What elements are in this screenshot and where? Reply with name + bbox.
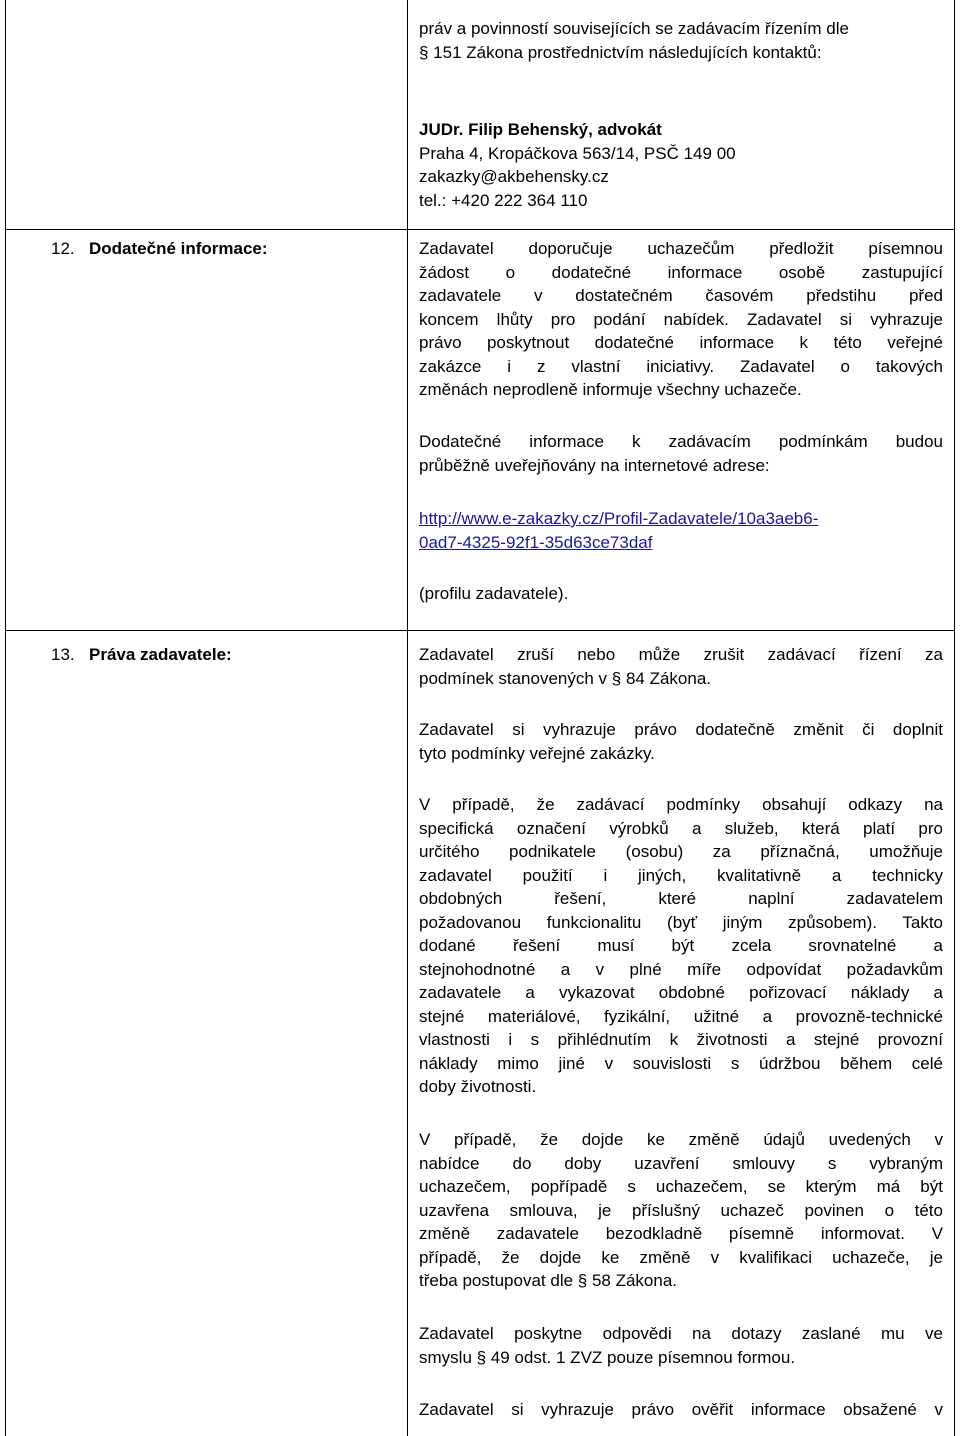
paragraph-line: doby životnosti. xyxy=(419,1077,537,1096)
paragraph-line: specifická označení výrobků a služeb, která platí pro xyxy=(419,818,943,838)
paragraph-line: právo poskytnout dodatečné informace k této veřejné xyxy=(419,333,943,352)
paragraph-line: smyslu § 49 odst. 1 ZVZ pouze písemnou formou. xyxy=(419,1347,796,1367)
profile-link[interactable] xyxy=(419,507,943,554)
profile-link-line[interactable]: 0ad7-4325-92f1-35d63ce73daf xyxy=(419,532,653,552)
paragraph-line: uchazečem, popřípadě s uchazečem, se kterým má být xyxy=(419,1177,943,1196)
section12-paragraph-2 xyxy=(419,430,943,477)
paragraph-line: zadavatele v dostatečném časovém předstihu před xyxy=(419,286,943,305)
paragraph-line: stejné materiálové, fyzikální, užitné a provozně-technické xyxy=(419,1006,943,1026)
contact-name: JUDr. Filip Behenský, advokát xyxy=(419,120,662,139)
profile-link-line[interactable]: http://www.e-zakazky.cz/Profil-Zadavatele/10a3aeb6- xyxy=(419,509,819,528)
paragraph-line: průběžně uveřejňovány na internetové adrese: xyxy=(419,455,770,475)
paragraph-line: určitého podnikatele (osobu) za příznačná, umožňuje xyxy=(419,842,943,861)
paragraph-line: nabídce do doby uzavření smlouvy s vybraným xyxy=(419,1153,943,1173)
paragraph-line: požadovanou funkcionalitu (byť jiným způsobem). Takto xyxy=(419,912,943,932)
section13-paragraph-4 xyxy=(419,1128,943,1293)
section-number: 12. xyxy=(51,239,75,258)
intro-line: práv a povinností souvisejících se zadávacím řízením dle xyxy=(419,19,849,38)
paragraph-line: koncem lhůty pro podání nabídek. Zadavatel si vyhrazuje xyxy=(419,309,943,329)
contact-address: Praha 4, Kropáčkova 563/14, PSČ 149 00 xyxy=(419,143,736,163)
section-number: 13. xyxy=(51,645,75,664)
paragraph-line: změnách neprodleně informuje všechny uchazeče. xyxy=(419,380,802,399)
contact-email: zakazky@akbehensky.cz xyxy=(419,167,609,186)
contact-block xyxy=(419,118,943,212)
paragraph-line: změně zadavatele bezodkladně písemně informovat. V xyxy=(419,1224,943,1243)
paragraph-line: uzavřena smlouva, je příslušný uchazeč povinen o této xyxy=(419,1200,943,1220)
paragraph-line: zadavatele a vykazovat obdobné pořizovací náklady a xyxy=(419,983,943,1002)
paragraph-line: Dodatečné informace k zadávacím podmínkám budou xyxy=(419,432,943,451)
intro-line: § 151 Zákona prostřednictvím následujících kontaktů: xyxy=(419,42,822,62)
paragraph-line: třeba postupovat dle § 58 Zákona. xyxy=(419,1271,678,1290)
contact-phone: tel.: +420 222 364 110 xyxy=(419,190,588,210)
table-border-right xyxy=(954,0,955,1436)
paragraph-line: obdobných řešení, které naplní zadavatelem xyxy=(419,889,943,908)
table-border-middle xyxy=(407,0,408,1436)
paragraph-line: náklady mimo jiné v souvislosti s údržbou během celé xyxy=(419,1053,943,1073)
section13-paragraph-5 xyxy=(419,1322,943,1369)
paragraph-line: podmínek stanovených v § 84 Zákona. xyxy=(419,668,712,688)
paragraph-line: V případě, že zadávací podmínky obsahují odkazy na xyxy=(419,795,943,814)
paragraph-line: stejnohodnotné a v plné míře odpovídat požadavkům xyxy=(419,959,943,979)
intro-text xyxy=(419,17,943,64)
section13-paragraph-3 xyxy=(419,793,943,1099)
paragraph-line: V případě, že dojde ke změně údajů uvedených v xyxy=(419,1130,943,1149)
paragraph-line: dodané řešení musí být zcela srovnatelné a xyxy=(419,936,943,955)
section13-paragraph-2 xyxy=(419,718,943,765)
section-label: Dodatečné informace: xyxy=(89,239,268,258)
table-border-left xyxy=(5,0,6,1436)
section13-paragraph-1 xyxy=(419,643,943,690)
section12-paragraph-1 xyxy=(419,237,943,402)
paragraph-line: Zadavatel poskytne odpovědi na dotazy zaslané mu ve xyxy=(419,1324,943,1343)
paragraph-line: tyto podmínky veřejné zakázky. xyxy=(419,743,655,763)
paragraph-line: Zadavatel zruší nebo může zrušit zadávací řízení za xyxy=(419,645,943,664)
paragraph-line: zadavatel použití i jiných, kvalitativně a technicky xyxy=(419,865,943,885)
paragraph-line: vlastnosti i s přihlédnutím k životnosti a stejné provozní xyxy=(419,1030,943,1049)
paragraph-line: žádost o dodatečné informace osobě zastupující xyxy=(419,262,943,282)
section12-paragraph-3: (profilu zadavatele). xyxy=(419,584,569,603)
row-divider-11-12 xyxy=(5,229,955,230)
paragraph-line: případě, že dojde ke změně v kvalifikaci uchazeče, je xyxy=(419,1247,943,1267)
paragraph-line: Zadavatel si vyhrazuje právo dodatečně změnit či doplnit xyxy=(419,720,943,739)
paragraph-line: zakázce i z vlastní iniciativy. Zadavatel o takových xyxy=(419,356,943,376)
paragraph-line: Zadavatel doporučuje uchazečům předložit písemnou xyxy=(419,239,943,258)
section-label: Práva zadavatele: xyxy=(89,645,232,664)
row-divider-12-13 xyxy=(5,630,955,631)
section13-paragraph-6: Zadavatel si vyhrazuje právo ověřit informace obsažené v xyxy=(419,1400,943,1419)
